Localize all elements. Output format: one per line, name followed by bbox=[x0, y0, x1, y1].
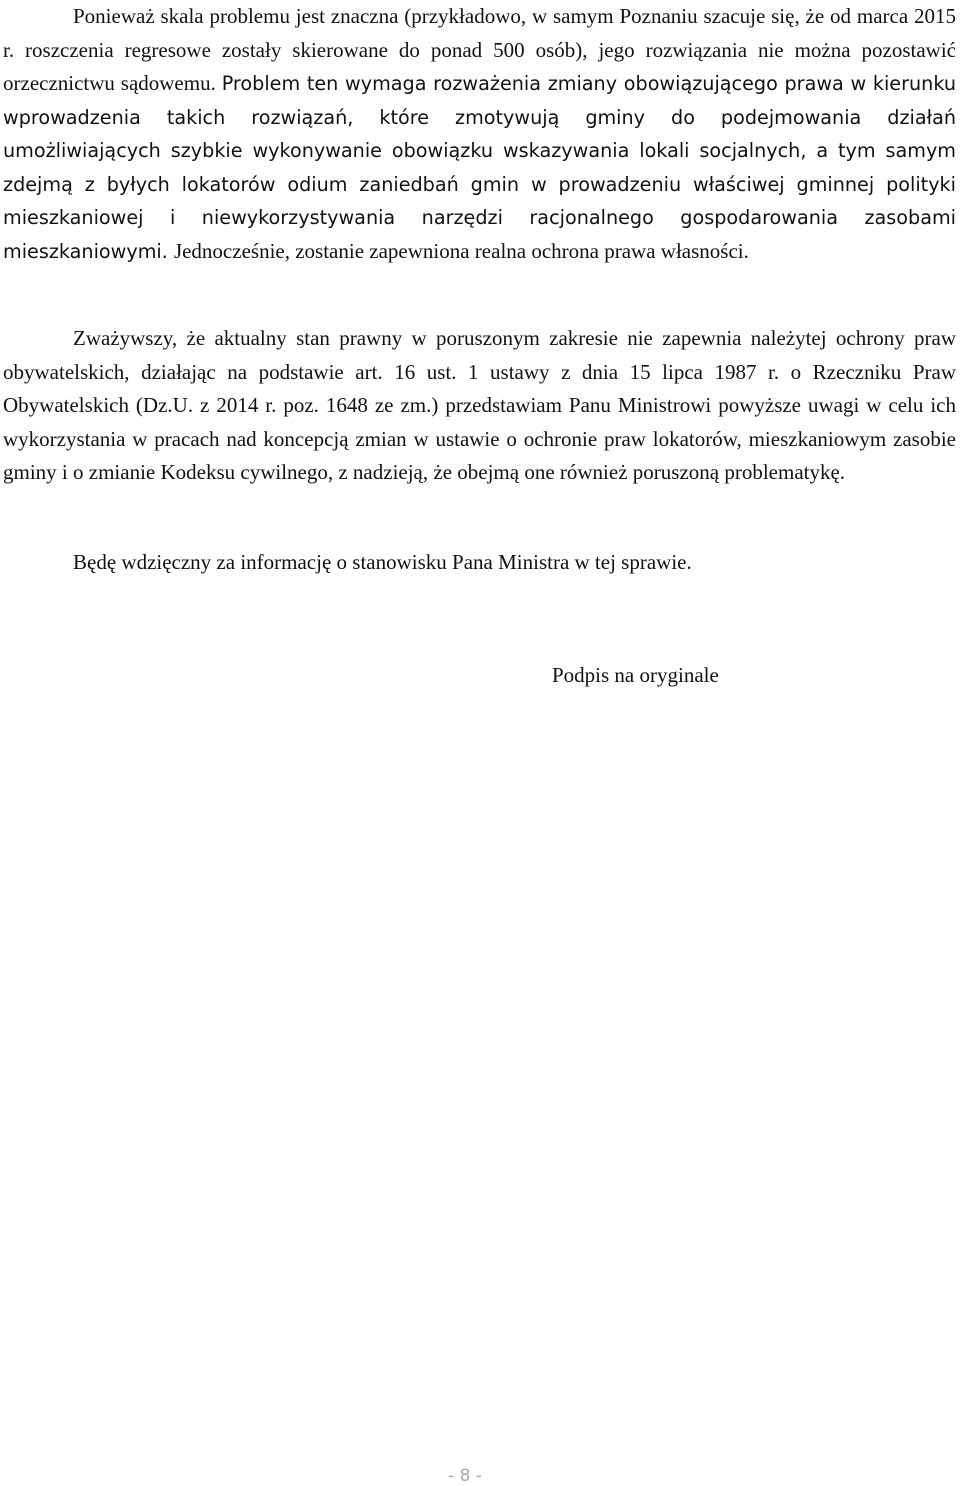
paragraph-2: Zważywszy, że aktualny stan prawny w poruszonym zakresie nie zapewnia należytej ochrony praw obywatelskich, działając na podstawie art. 16 ust. 1 ustawy z dnia 15 lipca 1987 r. o Rzeczniku Praw Obywatelskich (Dz.U. z 2014 r. poz. 1648 ze zm.) przedstawiam Panu Ministrowi powyższe uwagi w celu ich wykorzystania w pracach nad koncepcją zmian w ustawie o ochronie praw lokatorów, mieszkaniowym zasobie gminy i o zmianie Kodeksu cywilnego, z nadzieją, że obejmą one również poruszoną problematykę. bbox=[3, 326, 956, 484]
paragraph-1-text-serif-end: Jednocześnie, zostanie zapewniona realna ochrona prawa własności. bbox=[173, 238, 749, 263]
signature-note: Podpis na oryginale bbox=[552, 663, 719, 687]
paragraph-1-text-sans: Problem ten wymaga rozważenia zmiany obowiązującego prawa w kierunku wprowadzenia takich rozwiązań, które zmotywują gminy do podejmowania działań umożliwiających szybkie wykonywanie obowiązku wskazywania lokali socjalnych, a tym samym zdejmą z byłych lokatorów odium zaniedbań gmin w prowadzeniu właściwej gminnej polityki mieszkaniowej i niewykorzystywania narzędzi racjonalnego gospodarowania zasobami mieszkaniowymi. bbox=[3, 72, 957, 263]
paragraph-1-text-serif: Ponieważ skala problemu jest znaczna (przykładowo, w samym Poznaniu szacuje się, że od marca 2015 r. roszczenia regresowe zostały skierowane do ponad 500 osób), jego rozwiązania nie można pozostawić orzecznictwu sądowemu. bbox=[3, 4, 956, 95]
page-number: - 8 - bbox=[448, 1466, 482, 1486]
paragraph-1 bbox=[3, 0, 956, 268]
paragraph-3: Będę wdzięczny za informację o stanowisku Pana Ministra w tej sprawie. bbox=[73, 550, 692, 574]
